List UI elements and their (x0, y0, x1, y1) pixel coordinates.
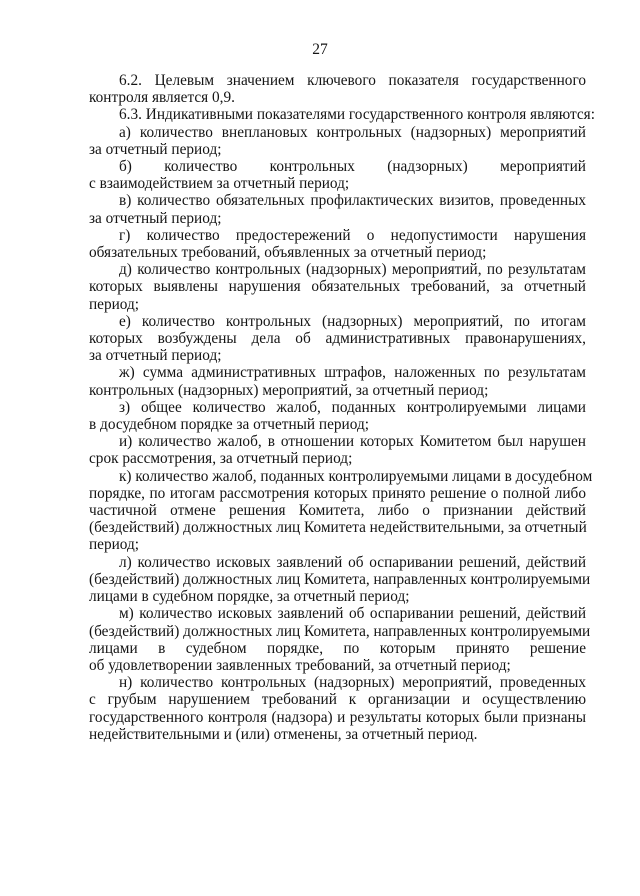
paragraph-pd (89, 261, 586, 313)
paragraph-p63 (89, 106, 595, 124)
paragraph-pb (89, 158, 586, 192)
text-line: д) количество контрольных (надзорных) мероприятий, по результатам (119, 261, 586, 279)
paragraph-pe (89, 313, 586, 365)
text-line: лицами в судебном порядке, по которым принято решение (89, 639, 586, 657)
text-line: порядке, по итогам рассмотрения которых принято решение о полной либо (89, 484, 586, 502)
text-line: контрольных (надзорных) мероприятий, за отчетный период; (89, 381, 489, 399)
paragraph-pz (89, 399, 586, 433)
text-line: обязательных требований, объявленных за отчетный период; (89, 244, 487, 262)
paragraph-pi (89, 433, 586, 467)
text-line: срок рассмотрения, за отчетный период; (89, 450, 353, 468)
text-line: с грубым нарушением требований к организации и осуществлению (89, 691, 586, 709)
text-line: л) количество исковых заявлений об оспаривании решений, действий (119, 553, 586, 571)
text-line: б) количество контрольных (надзорных) мероприятий (119, 158, 586, 176)
paragraph-pv (89, 192, 586, 226)
text-line: 6.2. Целевым значением ключевого показателя государственного (119, 72, 586, 89)
text-line: (бездействий) должностных лиц Комитета недействительными, за отчетный (89, 519, 587, 537)
text-line: которых возбуждены дела об административных правонарушениях, (89, 330, 586, 348)
paragraph-p62 (89, 72, 586, 106)
paragraph-pn (89, 674, 586, 743)
text-line: в) количество обязательных профилактических визитов, проведенных (119, 192, 586, 210)
text-line: за отчетный период; (89, 347, 222, 365)
text-line: в досудебном порядке за отчетный период; (89, 416, 369, 434)
paragraph-pa (89, 124, 586, 158)
text-line: частичной отмене решения Комитета, либо о признании действий (89, 502, 586, 520)
text-line: недействительными и (или) отменены, за отчетный период. (89, 725, 478, 743)
text-line: з) общее количество жалоб, поданных контролируемыми лицами (119, 398, 586, 416)
text-line: за отчетный период; (89, 140, 222, 158)
text-line: н) количество контрольных (надзорных) мероприятий, проведенных (119, 674, 586, 692)
text-line: за отчетный период; (89, 209, 222, 227)
paragraph-pk (89, 467, 593, 554)
document-body (89, 72, 595, 743)
text-line: лицами в судебном порядке, за отчетный период; (89, 588, 410, 606)
text-line: которых выявлены нарушения обязательных требований, за отчетный (89, 278, 586, 296)
text-line: период; (89, 536, 140, 554)
text-line: об удовлетворении заявленных требований, за отчетный период; (89, 656, 511, 674)
text-line: государственного контроля (надзора) и результаты которых были признаны (89, 708, 586, 726)
text-line: 6.3. Индикативными показателями государственного контроля являются: (119, 106, 595, 124)
text-line: ж) сумма административных штрафов, наложенных по результатам (119, 364, 586, 382)
text-line: период; (89, 295, 140, 313)
text-line: к) количество жалоб, поданных контролируемыми лицами в досудебном (119, 467, 593, 485)
paragraph-pl (89, 553, 591, 606)
paragraph-pzh (89, 364, 586, 398)
paragraph-pm (89, 605, 591, 674)
text-line: а) количество внеплановых контрольных (надзорных) мероприятий (119, 123, 586, 141)
text-line: м) количество исковых заявлений об оспаривании решений, действий (119, 605, 586, 623)
page-number: 27 (312, 41, 328, 58)
text-line: и) количество жалоб, в отношении которых Комитетом был нарушен (119, 433, 586, 451)
text-line: г) количество предостережений о недопустимости нарушения (119, 226, 586, 244)
text-line: (бездействий) должностных лиц Комитета, направленных контролируемыми (89, 622, 591, 640)
text-line: контроля является 0,9. (89, 89, 235, 107)
text-line: (бездействий) должностных лиц Комитета, направленных контролируемыми (89, 570, 591, 588)
text-line: е) количество контрольных (надзорных) мероприятий, по итогам (119, 312, 586, 330)
text-line: с взаимодействием за отчетный период; (89, 175, 350, 193)
paragraph-pg (89, 227, 586, 261)
